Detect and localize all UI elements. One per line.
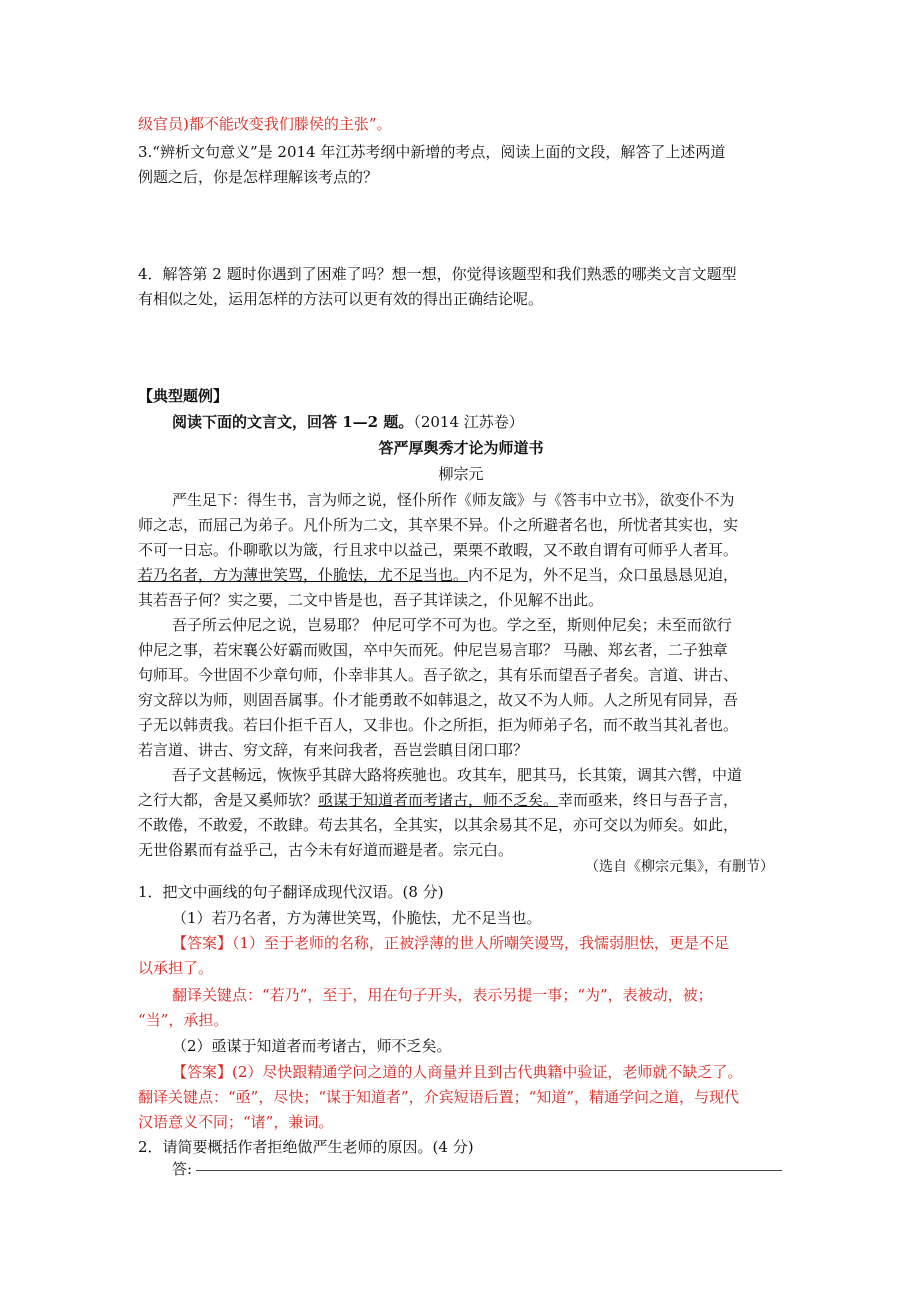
instruction [172,410,784,435]
answer-1 [172,931,784,956]
answer-tag: 【答案】 [172,934,233,952]
passage-line: 句师耳。今世固不少章句师，仆幸非其人。吾子欲之，其有乐而望吾子者矣。言道、讲古、 [138,666,739,684]
key-points-2-cont: 汉语意义不同；“诸”，兼词。 [138,1113,334,1131]
instruction-text: 阅读下面的文言文，回答 1—2 题。 [172,413,414,431]
question-1-part-1: （1）若乃名者，方为薄世笑骂，仆脆怯，尤不足当也。 [172,909,542,927]
passage-text: 幸而亟来，终日与吾子言， [558,791,739,809]
underlined-sentence-2: 亟谋于知道者而考诸古，师不乏矣。 [318,791,559,809]
passage-line: 其若吾子何？实之要，二文中皆是也，吾子其详读之，仆见解不出此。 [138,591,604,609]
passage-line: 吾子文甚畅远，恢恢乎其辟大路将疾驰也。攻其车，肥其马，长其策，调其六辔，中道 [172,766,743,784]
answer-continuation: 级官员)都不能改变我们滕侯的主张”。 [138,115,392,133]
passage-line: 子无以韩责我。若曰仆拒千百人，又非也。仆之所拒，拒为师弟子名，而不敢当其礼者也。 [138,716,739,734]
passage-line: 严生足下：得生书，言为师之说，怪仆所作《师友箴》与《答韦中立书》，欲变仆不为 [172,491,735,509]
question-4-line-1: 4．解答第 2 题时你遇到了困难了吗？想一想，你觉得该题型和我们熟悉的哪类文言文题型 [138,265,737,283]
answer-text: （1）至于老师的名称，正被浮薄的世人所嘲笑谩骂，我懦弱胆怯，更是不足 [232,934,730,952]
answer-1-cont: 以承担了。 [138,959,214,977]
passage-text: 内不足为，外不足当，众口虽恳恳见迫， [468,566,739,584]
answer-2: 【答案】(2）尽快跟精通学问之道的人商量并且到古代典籍中验证，老师就不缺乏了。 [172,1063,743,1081]
passage-line [138,788,784,813]
question-1-part-2: （2）亟谋于知道者而考诸古，师不乏矣。 [172,1037,452,1055]
passage-line: 穷文辞以为师，则固吾属事。仆才能勇敢不如韩退之，故又不为人师。人之所见有同异，吾 [138,691,739,709]
key-points-2: 翻译关键点：“亟”，尽快；“谋于知道者”，介宾短语后置；“知道”，精通学问之道，与现代 [138,1088,740,1106]
key-points-1: 翻译关键点：“若乃”，至于，用在句子开头，表示另提一事；“为”，表被动，被； [172,986,713,1004]
key-points-1-cont: “当”，承担。 [138,1011,229,1029]
section-heading: 【典型题例】 [138,387,229,405]
passage-line: 吾子所云仲尼之说，岂易耶？ 仲尼可学不可为也。学之至，斯则仲尼矣；未至而欲行 [172,616,732,634]
question-3-line-1: 3.“辨析文句意义”是 2014 年江苏考纲中新增的考点，阅读上面的文段，解答了上述两道 [138,143,726,161]
passage-line [138,563,784,588]
passage-line: 师之志，而屈己为弟子。凡仆所为二文，其卒果不异。仆之所避者名也，所忧者其实也，实 [138,516,739,534]
answer-label: 答: [172,1160,193,1178]
underlined-sentence-1: 若乃名者，方为薄世笑骂，仆脆怯，尤不足当也。 [138,566,469,584]
passage-line: 若言道、讲古、穷文辞，有来问我者，吾岂尝瞋目闭口耶？ [138,741,529,759]
passage-line: 不可一日忘。仆聊歌以为箴，行且求中以益己，栗栗不敢暇，又不敢自谓有可师乎人者耳。 [138,541,739,559]
passage-author: 柳宗元 [438,465,484,483]
passage-line: 仲尼之事，若宋襄公好霸而败国，卒中矢而死。仲尼岂易言耶？ 马融、郑玄者，二子独章 [138,641,728,659]
question-1: 1．把文中画线的句子翻译成现代汉语。(8 分) [138,883,444,901]
passage-title: 答严厚舆秀才论为师道书 [378,439,544,457]
passage-source: （选自《柳宗元集》，有删节） [585,859,774,875]
question-4-line-2: 有相似之处，运用怎样的方法可以更有效的得出正确结论呢。 [138,290,544,308]
instruction-source: （2014 江苏卷） [413,413,524,431]
passage-line: 无世俗累而有益乎己，古今未有好道而避是者。宗元白。 [138,841,514,859]
answer-blank-line[interactable] [196,1170,782,1171]
question-2: 2．请简要概括作者拒绝做严生老师的原因。(4 分) [138,1138,474,1156]
passage-line: 不敢倦，不敢爱，不敢肆。苟去其名，全其实，以其余易其不足，亦可交以为师矣。如此， [138,816,739,834]
passage-text: 之行大都，舍是又奚师欤？ [138,791,319,809]
question-3-line-2: 例题之后，你是怎样理解该考点的？ [138,168,379,186]
